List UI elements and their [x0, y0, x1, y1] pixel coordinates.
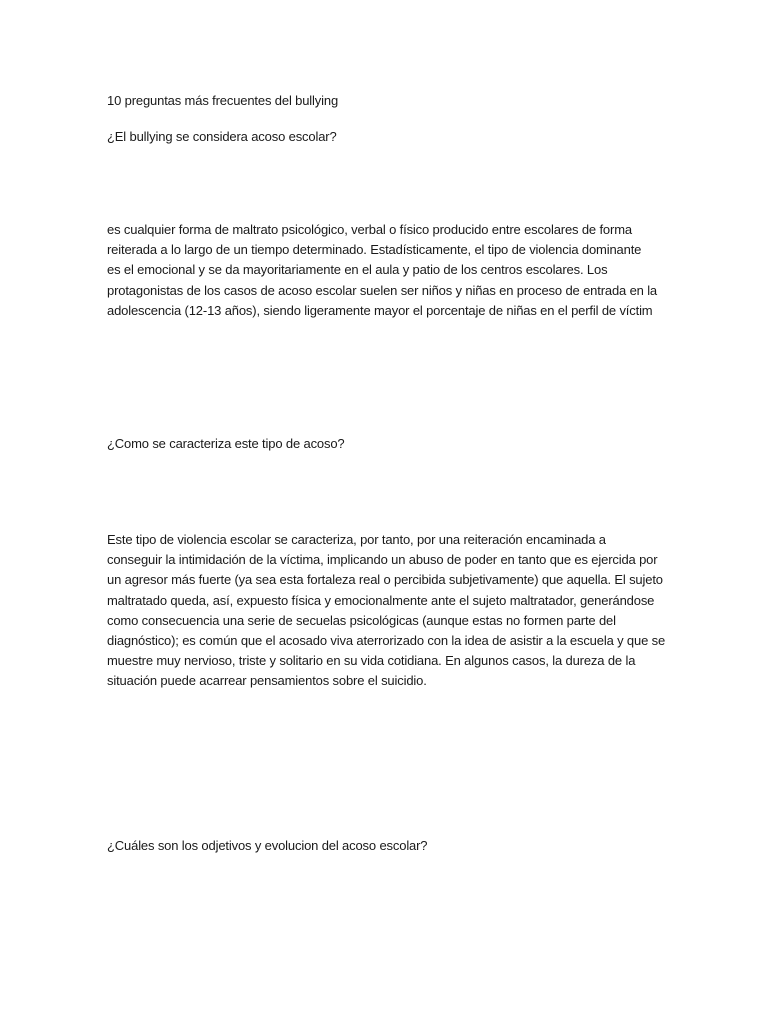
- question-3: ¿Cuáles son los odjetivos y evolucion del acoso escolar?: [107, 838, 428, 853]
- answer-2-line: situación puede acarrear pensamientos sobre el suicidio.: [107, 673, 427, 689]
- answer-2-line: conseguir la intimidación de la víctima, implicando un abuso de poder en tanto que es ejercida por: [107, 552, 658, 568]
- answer-1-line: reiterada a lo largo de un tiempo determinado. Estadísticamente, el tipo de violencia dominante: [107, 242, 642, 258]
- document-title: 10 preguntas más frecuentes del bullying: [107, 93, 339, 108]
- answer-2-line: diagnóstico); es común que el acosado viva aterrorizado con la idea de asistir a la escuela y que se: [107, 633, 666, 649]
- answer-2: [107, 530, 667, 692]
- answer-2-line: muestre muy nervioso, triste y solitario en su vida cotidiana. En algunos casos, la dureza de la: [107, 653, 636, 669]
- question-1: ¿El bullying se considera acoso escolar?: [107, 129, 337, 144]
- answer-2-line: como consecuencia una serie de secuelas psicológicas (aunque estas no formen parte del: [107, 612, 616, 628]
- answer-1-line: es el emocional y se da mayoritariamente en el aula y patio de los centros escolares. Los: [107, 262, 608, 278]
- answer-2-line: un agresor más fuerte (ya sea esta fortaleza real o percibida subjetivamente) que aquella. El sujeto: [107, 572, 663, 588]
- question-2: ¿Como se caracteriza este tipo de acoso?: [107, 436, 345, 451]
- answer-2-line: Este tipo de violencia escolar se caracteriza, por tanto, por una reiteración encaminada a: [107, 532, 606, 547]
- answer-2-line: maltratado queda, así, expuesto física y emocionalmente ante el sujeto maltratador, generándose: [107, 592, 655, 608]
- answer-1: [107, 220, 667, 321]
- answer-1-line: es cualquier forma de maltrato psicológico, verbal o físico producido entre escolares de forma: [107, 222, 632, 237]
- answer-1-line: adolescencia (12-13 años), siendo ligeramente mayor el porcentaje de niñas en el perfil de víctim: [107, 302, 653, 318]
- answer-1-line: protagonistas de los casos de acoso escolar suelen ser niños y niñas en proceso de entrada en la: [107, 282, 658, 298]
